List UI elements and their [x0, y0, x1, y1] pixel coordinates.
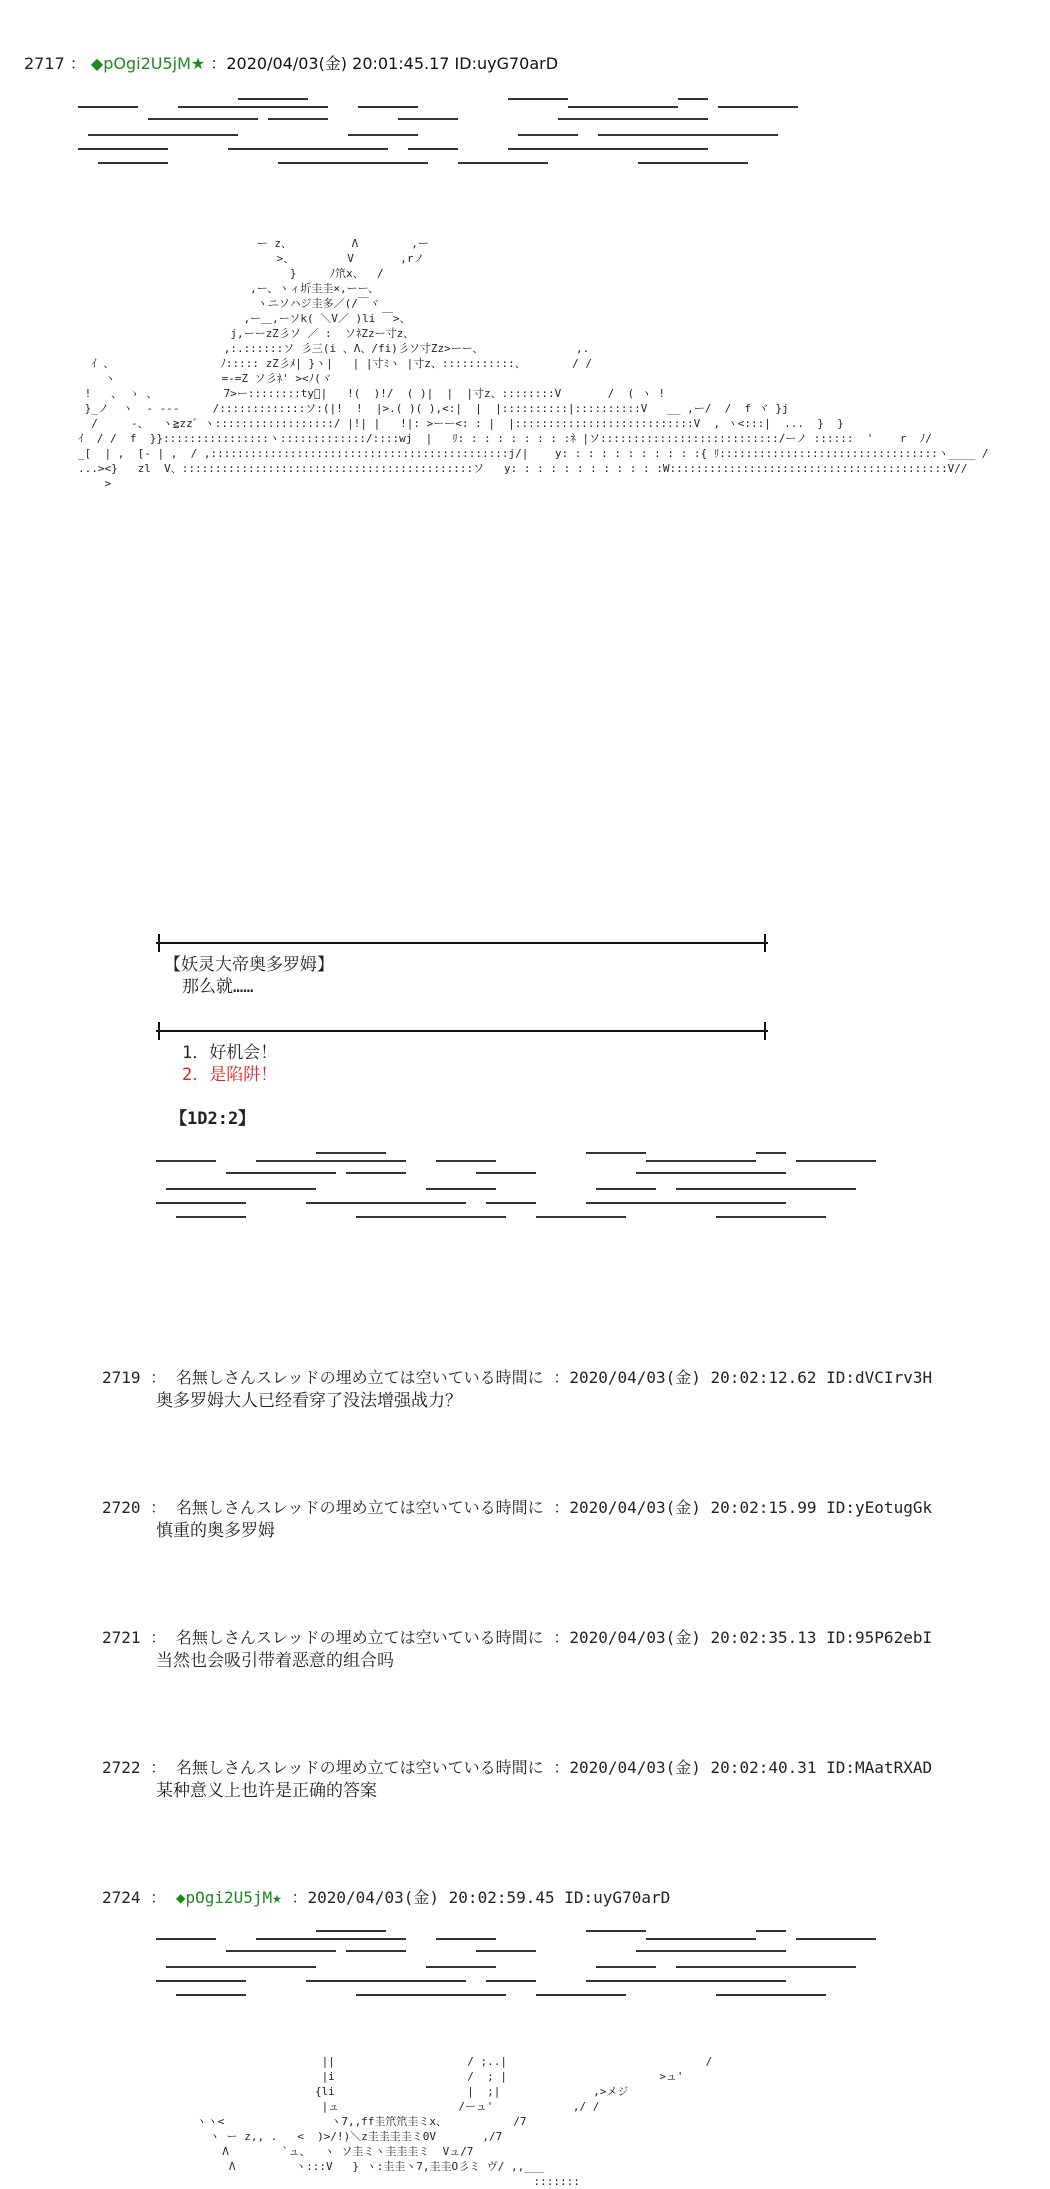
post-number[interactable]: 2724: [102, 1888, 141, 1907]
post-number[interactable]: 2722: [102, 1758, 141, 1777]
post-header-2719: [102, 1368, 932, 1388]
post-separator: ：: [150, 1758, 167, 1777]
post-header-2722: [102, 1758, 932, 1778]
ascii-dash-lines-middle: [156, 1144, 956, 1249]
poster-name: ◆pOgi2U5jM★: [175, 1888, 282, 1907]
post-body-2722: 某种意义上也许是正确的答案: [156, 1781, 377, 1801]
poster-name: 名無しさんスレッドの埋め立ては空いている時間に: [175, 1498, 544, 1517]
poster-name: ◆pOgi2U5jM★: [90, 54, 206, 73]
post-meta: ：2020/04/03(金) 20:02:40.31 ID:MAatRXAD: [553, 1758, 933, 1777]
poster-name: 名無しさんスレッドの埋め立ては空いている時間に: [175, 1628, 544, 1647]
post-meta: ：2020/04/03(金) 20:02:35.13 ID:95P62ebI: [553, 1628, 933, 1647]
box-border-middle: [156, 1030, 768, 1032]
post-header-2717: [24, 54, 558, 74]
post-separator: ：: [69, 54, 86, 73]
ascii-art-figure-top: ー z、 Λ ,ー >、 V ,rノ } ﾉ笊x、 / ,ー、ヽィ圻圭圭×,ーー、 ヽニソハジ圭多／(/￣ヾ ,ー＿,ーソk( ＼V／ )li ￣>、 j,ーーzZ彡ソ ／ : ソﾈZzー寸z、 ,:.::::::ソ 彡三(i 、Λ、/fi)彡ソ寸Zz>ーー、 ,. ｲ 、 ﾉ::::: zZ彡ﾒ| }ヽ| | |寸ﾐヽ |寸z、:::::::::::、 / / ヽ =-=Z ソ彡ﾈ' ><ﾉ(ヾ ! 、 ゝ 、 7>ー::::::::ty゙| !( )!/ ( )| | |寸z、::::::::V / ( ヽ ! }_ノ ヽ - --- /:::::::::::::ソ:(|! ! |>.( )( ),<:| | |::::::::::|::::::::::V __ ,ー/ / f ヾ }j / -、 ヽ≧zz゛ヽ::::::::::::::::::/ |!| | !|: >ーー<: : | |:::::::::::::::::::::::::::V , ヽ<:::| ... } } ｲ / / f }}::::::::::::::::ヽ:::::::::::::/::::wj | ﾘ: : : : : : : : :ﾈ |ソ:::::::::::::::::::::::::::/ーノ :::::: ' r ﾉ/ _[ | , [- | , / ,:::::::::::::::::::::::::::::::::::::::::::::j/| y: : : : : : : : : : :{ ﾘ:::::::::::::::::::::::::::::::::ヽ____ / ...><} zl V、::::::::::::::::::::::::::::::::::::::::::::ソ y: : : : : : : : : : : :W::::::::::::::::::::::::::::::::::::::::::V// > 【妖灵大帝奥多罗姆】 那么就…… 1．好机会！ 2．是陷阱！ 【1D2:2】 2719 ： 名無しさんスレッドの埋め立ては空いている時間に ：2020/04/03(金) 20:02:12.62 ID:dVCIrv3H 奥多罗姆大人已经看穿了没法增强战力？ 2720 ： 名無しさんスレッドの埋め立ては空いている時間に ：2020/04/03(金) 20:02:15.99 ID:yEotugGk 慎重的奥多罗姆 2721 ： 名無しさんスレッドの埋め立ては空いている時間に ：2020/04/03(金) 20:02:35.13 ID:95P62ebI 当然也会吸引带着恶意的组合吗 2722 ： 名無しさんスレッドの埋め立ては空いている時間に ：2020/04/03(金) 20:02:40.31 ID:MAatRXAD 某种意义上也许是正确的答案 2724 ： ◆pOgi2U5jM★ ：2020/04/03(金) 20:02:59.45 ID:uyG70arD || / ;..| / |i / ; | >ュ' {li | ;| ,>メジ |ュ /ーュ' ,/ / ヽヽ< ヽ7,,ff圭笊笊圭ミx、 /7 ヽ ー z,, . < )>/!)＼z圭圭圭圭ミ0V ,/7 Λ `ュ、 ヽ ソ圭ミヽ圭圭圭ミ Vュ/7 Λ ヽ:::V } ヽ:圭圭ヽ7,圭圭O彡ミ ヴ/ ,,___ :::::::: [78, 237, 989, 2188]
poster-name: 名無しさんスレッドの埋め立ては空いている時間に: [175, 1368, 544, 1387]
post-body-2721: 当然也会吸引带着恶意的组合吗: [156, 1651, 394, 1671]
choice-two: 2．是陷阱！: [182, 1065, 278, 1085]
post-meta: ：2020/04/03(金) 20:02:15.99 ID:yEotugGk: [553, 1498, 933, 1517]
dialog-speaker: 【妖灵大帝奥多罗姆】: [164, 955, 334, 975]
post-body-2719: 奥多罗姆大人已经看穿了没法增强战力？: [156, 1391, 462, 1411]
post-separator: ：: [150, 1888, 167, 1907]
post-separator: ：: [150, 1628, 167, 1647]
poster-name: 名無しさんスレッドの埋め立ては空いている時間に: [175, 1758, 544, 1777]
post-body-2720: 慎重的奥多罗姆: [156, 1521, 275, 1541]
post-number[interactable]: 2717: [24, 54, 65, 73]
post-separator: ：: [150, 1368, 167, 1387]
dice-roll: 【1D2:2】: [170, 1109, 256, 1129]
box-border-top: [156, 942, 768, 944]
post-number[interactable]: 2721: [102, 1628, 141, 1647]
post-number[interactable]: 2720: [102, 1498, 141, 1517]
post-header-2724: [102, 1888, 670, 1908]
post-header-2720: [102, 1498, 932, 1518]
post-meta: ：2020/04/03(金) 20:01:45.17 ID:uyG70arD: [210, 54, 559, 73]
post-separator: ：: [150, 1498, 167, 1517]
post-number[interactable]: 2719: [102, 1368, 141, 1387]
post-meta: ：2020/04/03(金) 20:02:59.45 ID:uyG70arD: [291, 1888, 671, 1907]
ascii-dash-lines-bottom: [156, 1922, 956, 2027]
ascii-art-figure-bottom: || / ;..| / |i / ; | >ュ' {li | ;| ,>メジ |ュ /ーュ' ,/ / ヽヽ< ヽ7,,ff圭笊笊圭ミx、 /7 ヽ ー z,, . < )>/!)＼z圭圭圭圭ミ0V ,/7 Λ `ュ、 ヽ ソ圭ミヽ圭圭圭ミ Vュ/7 Λ ヽ:::V } ヽ:圭圭ヽ7,圭圭O彡ミ ヴ/ ,,___ :::::::: [195, 2055, 713, 2188]
post-meta: ：2020/04/03(金) 20:02:12.62 ID:dVCIrv3H: [553, 1368, 933, 1387]
choice-one: 1．好机会！: [182, 1043, 278, 1063]
dialog-line: 那么就……: [182, 977, 254, 997]
post-header-2721: [102, 1628, 932, 1648]
